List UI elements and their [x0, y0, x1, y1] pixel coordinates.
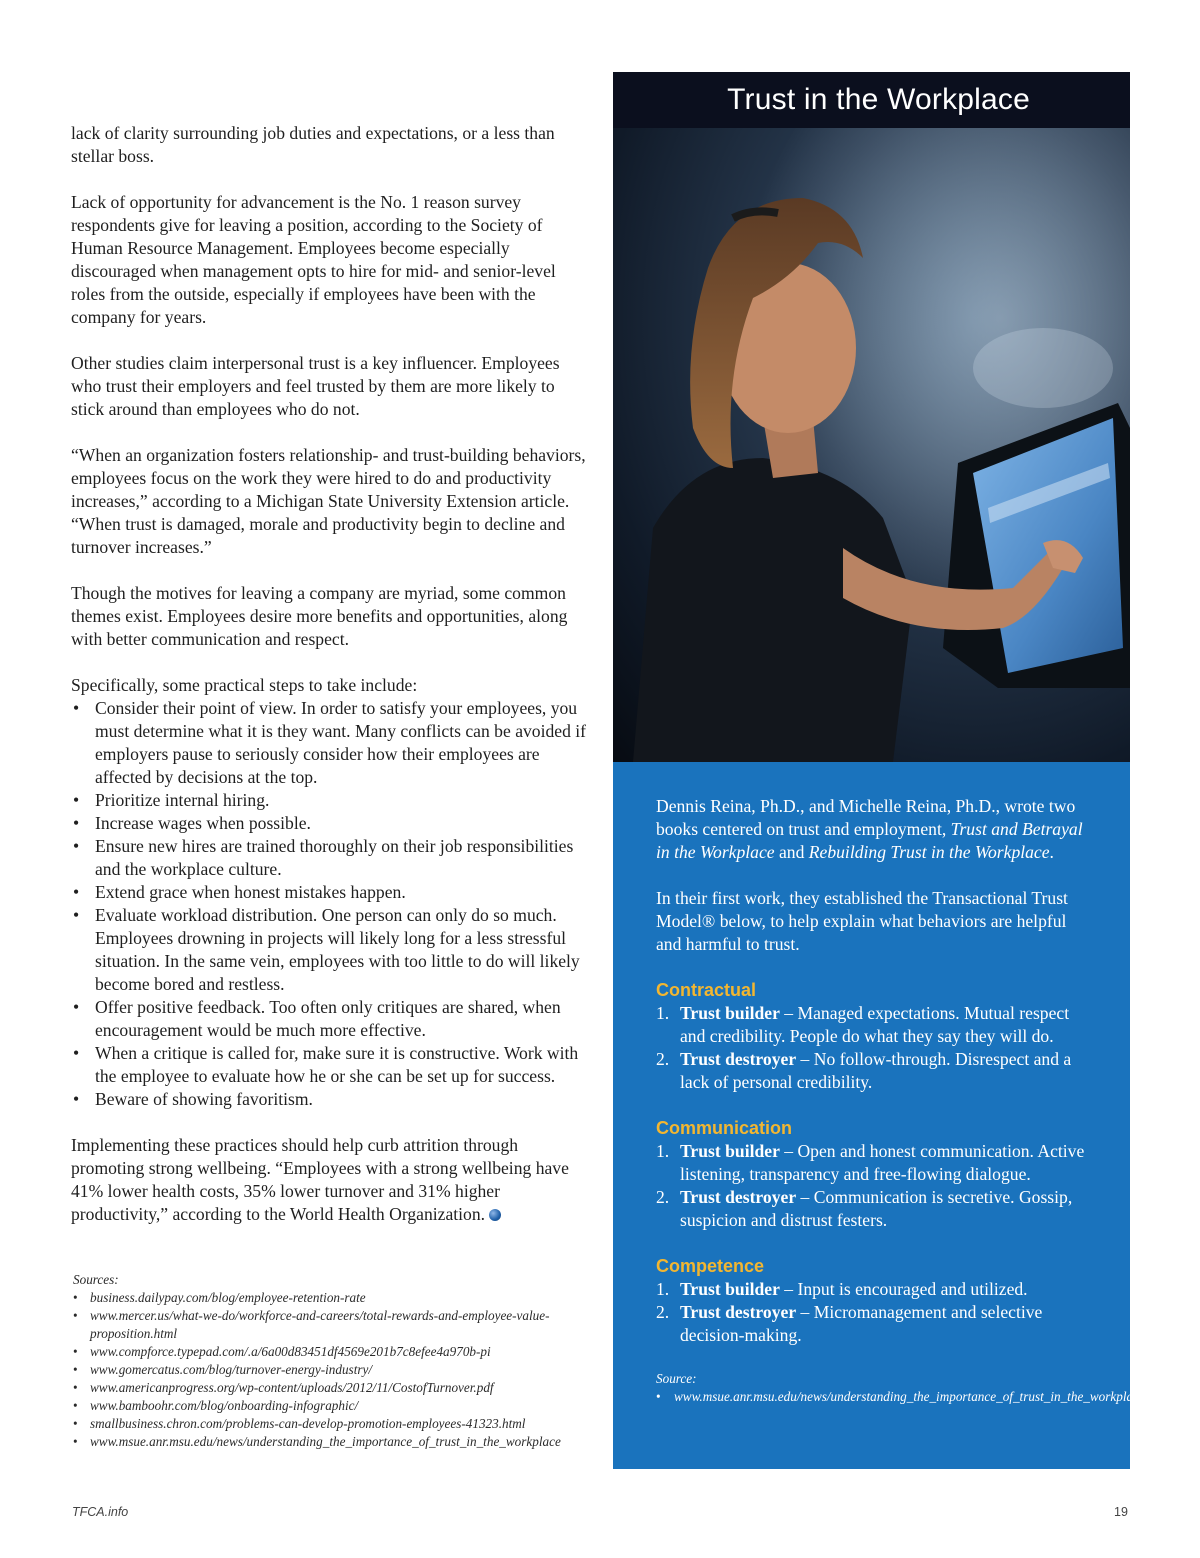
source-link[interactable]: • www.mercer.us/what-we-do/workforce-and-careers/total-rewards-and-employee-value-proposition.html	[73, 1307, 593, 1343]
item-term: Trust builder	[680, 1003, 780, 1023]
intro-text: Dennis Reina, Ph.D., and Michelle Reina, Ph.D., wrote two books centered on trust and employment,	[656, 796, 1076, 839]
item-text: – Open and honest communication. Active listening, transparency and free-flowing dialogue.	[680, 1141, 1085, 1184]
book-title: Rebuilding Trust in the Workplace	[808, 842, 1050, 862]
intro-text: and	[774, 842, 809, 862]
item-number: 1.	[656, 1141, 670, 1161]
contractual-list	[656, 1002, 1090, 1094]
sidebar-title: Trust in the Workplace	[613, 72, 1130, 128]
article-conclusion	[71, 1134, 591, 1226]
list-item	[656, 1048, 1090, 1094]
sources-label: Sources:	[73, 1272, 119, 1287]
list-item: • Extend grace when honest mistakes happen.	[71, 881, 591, 904]
source-link[interactable]: • www.msue.anr.msu.edu/news/understanding_the_importance_of_trust_in_the_workplace	[73, 1433, 593, 1451]
item-number: 1.	[656, 1279, 670, 1299]
item-text: – Communication is secretive. Gossip, suspicion and distrust festers.	[680, 1187, 1073, 1230]
source-link[interactable]: • smallbusiness.chron.com/problems-can-develop-promotion-employees-41323.html	[73, 1415, 593, 1433]
item-text: – Micromanagement and selective decision-making.	[680, 1302, 1043, 1345]
item-term: Trust destroyer	[680, 1049, 797, 1069]
footer-site: TFCA.info	[72, 1505, 129, 1519]
section-heading-communication: Communication	[656, 1118, 793, 1138]
source-link[interactable]: • www.gomercatus.com/blog/turnover-energy-industry/	[73, 1361, 593, 1379]
item-number: 2.	[656, 1302, 670, 1322]
list-item: • Ensure new hires are trained thoroughly on their job responsibilities and the workplace culture.	[71, 835, 591, 881]
competence-list	[656, 1278, 1090, 1347]
conclusion-text: Implementing these practices should help curb attrition through promoting strong wellbeing. “Employees with a strong wellbeing have 41% lower health costs, 35% lower turnover and 31% higher productivity,” according to the World Health Organization.	[71, 1135, 569, 1224]
source-link[interactable]: • www.bamboohr.com/blog/onboarding-infographic/	[73, 1397, 593, 1415]
list-item: • Beware of showing favoritism.	[71, 1088, 591, 1111]
list-item: • When a critique is called for, make sure it is constructive. Work with the employee to evaluate how he or she can be set up for success.	[71, 1042, 591, 1088]
sources-list	[73, 1271, 593, 1451]
list-item: • Prioritize internal hiring.	[71, 789, 591, 812]
item-number: 2.	[656, 1049, 670, 1069]
article-paragraph: “When an organization fosters relationship- and trust-building behaviors, employees focus on the work they were hired to do and productivity increases,” according to a Michigan State University Extension article. “When trust is damaged, morale and productivity begin to decline and turnover increases.”	[71, 445, 586, 557]
communication-list	[656, 1140, 1090, 1232]
item-text: – Input is encouraged and utilized.	[779, 1279, 1028, 1299]
list-item	[656, 1301, 1090, 1347]
article-paragraph: Though the motives for leaving a company are myriad, some common themes exist. Employees desire more benefits and opportunities, along with better communication and respect.	[71, 583, 568, 649]
article-paragraph: Other studies claim interpersonal trust is a key influencer. Employees who trust their employers and feel trusted by them are more likely to stick around than employees who do not.	[71, 353, 560, 419]
item-number: 2.	[656, 1187, 670, 1207]
photo-illustration	[613, 128, 1130, 762]
item-term: Trust builder	[680, 1141, 780, 1161]
source-link[interactable]: • www.msue.anr.msu.edu/news/understanding_the_importance_of_trust_in_the_workplace	[656, 1388, 1090, 1406]
list-item	[656, 1002, 1090, 1048]
item-text: – No follow-through. Disrespect and a lack of personal credibility.	[680, 1049, 1072, 1092]
source-link[interactable]: • business.dailypay.com/blog/employee-retention-rate	[73, 1289, 593, 1307]
list-item: • Increase wages when possible.	[71, 812, 591, 835]
steps-intro: Specifically, some practical steps to take include:	[71, 675, 418, 695]
workplace-photo	[613, 128, 1130, 762]
globe-icon	[489, 1209, 501, 1221]
item-number: 1.	[656, 1003, 670, 1023]
list-item	[656, 1186, 1090, 1232]
steps-list	[71, 697, 591, 1111]
section-heading-contractual: Contractual	[656, 980, 757, 1000]
list-item: • Consider their point of view. In order to satisfy your employees, you must determine what it is they want. Many conflicts can be avoided if employers pause to seriously consider how their employees are affected by decisions at the top.	[71, 697, 591, 789]
item-term: Trust destroyer	[680, 1187, 797, 1207]
article-paragraph: Lack of opportunity for advancement is the No. 1 reason survey respondents give for leaving a position, according to the Society of Human Resource Management. Employees become especially discouraged when management opts to hire for mid- and senior-level roles from the outside, especially if employees have been with the company for years.	[71, 192, 556, 327]
trust-model-panel	[613, 762, 1145, 1469]
item-term: Trust destroyer	[680, 1302, 797, 1322]
book-title: Trust and Betrayal in the Workplace	[656, 819, 1083, 862]
source-label: Source:	[656, 1371, 697, 1386]
item-term: Trust builder	[680, 1279, 780, 1299]
list-item: • Evaluate workload distribution. One person can only do so much. Employees drowning in projects will likely long for a less stressful situation. In the same vein, employees with too little to do will likely become bored and restless.	[71, 904, 591, 996]
list-item: • Offer positive feedback. Too often only critiques are shared, when encouragement would be much more effective.	[71, 996, 591, 1042]
list-item	[656, 1278, 1090, 1301]
trust-sidebar	[613, 72, 1145, 1469]
article-paragraph: lack of clarity surrounding job duties and expectations, or a less than stellar boss.	[71, 123, 555, 166]
section-heading-competence: Competence	[656, 1256, 765, 1276]
model-description: In their first work, they established the Transactional Trust Model® below, to help explain what behaviors are helpful and harmful to trust.	[656, 888, 1068, 954]
intro-text: .	[1049, 842, 1054, 862]
page-number: 19	[1114, 1505, 1128, 1519]
article-body	[71, 122, 591, 1249]
source-link[interactable]: • www.compforce.typepad.com/.a/6a00d83451df4569e201b7c8efee4a970b-pi	[73, 1343, 593, 1361]
intro-paragraph	[656, 795, 1090, 864]
item-text: – Managed expectations. Mutual respect and credibility. People do what they say they will do.	[680, 1003, 1070, 1046]
list-item	[656, 1140, 1090, 1186]
source-link[interactable]: • www.americanprogress.org/wp-content/uploads/2012/11/CostofTurnover.pdf	[73, 1379, 593, 1397]
